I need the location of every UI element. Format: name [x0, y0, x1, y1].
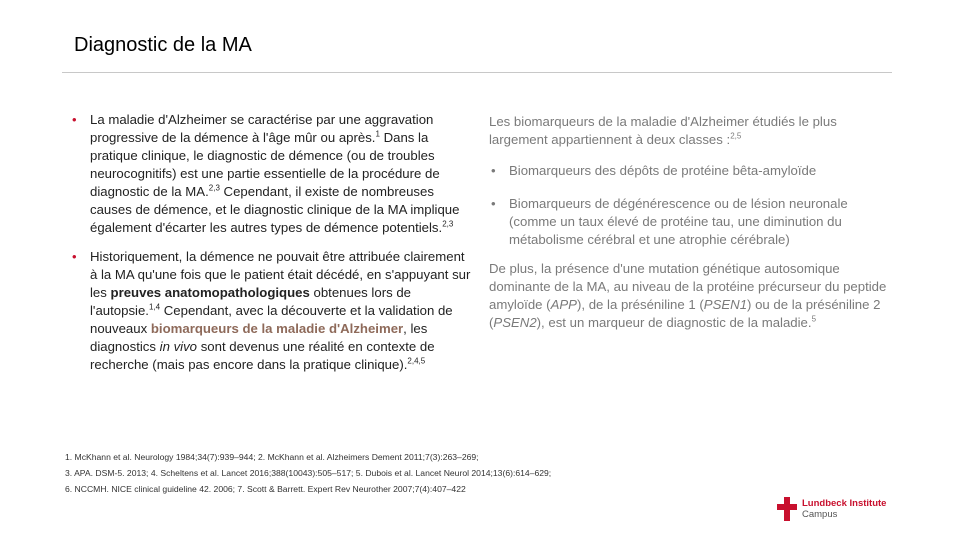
reference-line: 1. McKhann et al. Neurology 1984;34(7):939–944; 2. McKhann et al. Alzheimers Dement 2011;7(3):263–269;	[65, 452, 479, 462]
italic-psen1: PSEN1	[703, 297, 748, 312]
right-bullet-2	[489, 195, 894, 249]
bold-term-pathology: preuves anatomopathologiques	[110, 285, 310, 300]
citation: 1,4	[148, 302, 161, 312]
right-column	[489, 113, 894, 332]
citation: 5	[811, 314, 817, 324]
logo-line-2: Campus	[802, 509, 838, 520]
bullet-1-text-3: Cependant, il existe de nombreuses causes de démence, et le diagnostic clinique de la MA implique également d'écarter les autres types de démence potentiels.	[90, 184, 460, 235]
right-intro	[489, 113, 894, 149]
left-column	[70, 111, 475, 385]
citation: 1	[375, 129, 380, 139]
bullet-2-text-4: , les diagnostics	[90, 321, 428, 354]
title-divider	[62, 72, 892, 73]
bullet-2-text-5: sont devenus une réalité en contexte de recherche (mais pas encore dans la pratique clinique).	[90, 339, 435, 372]
logo-text	[802, 498, 886, 520]
logo-line-1: Lundbeck Institute	[802, 498, 887, 509]
right-intro-text: Les biomarqueurs de la maladie d'Alzheimer étudiés le plus largement appartiennent à deux classes :	[489, 114, 837, 147]
lundbeck-logo-icon	[775, 495, 799, 523]
italic-app: APP	[550, 297, 577, 312]
right-paragraph-2	[489, 260, 894, 332]
bold-term-biomarkers: biomarqueurs de la maladie d'Alzheimer	[150, 321, 404, 336]
reference-line: 6. NCCMH. NICE clinical guideline 42. 2006; 7. Scott & Barrett. Expert Rev Neurother 2007;7(4):407–422	[65, 484, 466, 494]
bullet-dot-icon: •	[72, 249, 77, 264]
lundbeck-logo	[775, 495, 905, 525]
bullet-1-text-1: La maladie d'Alzheimer se caractérise par une aggravation progressive de la démence à l'âge mûr ou après.	[90, 112, 434, 145]
page-title: Diagnostic de la MA	[74, 34, 252, 56]
italic-in-vivo: in vivo	[159, 339, 198, 354]
references	[65, 449, 765, 497]
citation: 2,4,5	[407, 356, 426, 366]
bullet-2-text-2: obtenues lors de l'autopsie.	[90, 285, 412, 318]
citation: 2,3	[442, 219, 454, 229]
right-bullet-1	[489, 162, 894, 180]
para2-text-2: ), de la préséniline 1 (	[576, 297, 704, 312]
italic-psen2: PSEN2	[493, 315, 537, 330]
bullet-2-text-3: Cependant, avec la découverte et la validation de nouveaux	[90, 303, 453, 336]
bullet-1-text-2: Dans la pratique clinique, le diagnostic de démence (ou de troubles neurocognitifs) est une partie essentielle de la procédure de diagnostic de la MA.	[90, 130, 440, 199]
para2-text-1: De plus, la présence d'une mutation génétique autosomique dominante de la MA, au niveau de la protéine précurseur du peptide amyloïde (	[489, 261, 887, 312]
bullet-2-text-1: Historiquement, la démence ne pouvait être attribuée clairement à la MA qu'une fois que le patient était décédé, en s'appuyant sur les	[90, 249, 471, 300]
bullet-dot-icon: •	[491, 196, 496, 211]
citation: 2,3	[208, 183, 220, 193]
right-bullet-1-text: Biomarqueurs des dépôts de protéine bêta-amyloïde	[509, 163, 817, 178]
left-bullet-1	[70, 111, 475, 237]
citation: 2,5	[730, 131, 742, 141]
right-bullet-2-text: Biomarqueurs de dégénérescence ou de lésion neuronale (comme un taux élevé de protéine tau, une diminution du métabolisme cérébral et une atrophie cérébrale)	[509, 196, 848, 247]
reference-line: 3. APA. DSM-5. 2013; 4. Scheltens et al. Lancet 2016;388(10043):505–517; 5. Dubois et al. Lancet Neurol 2014;13(6):614–629;	[65, 468, 552, 478]
bullet-dot-icon: •	[72, 112, 77, 127]
para2-text-4: ), est un marqueur de diagnostic de la maladie.	[536, 315, 812, 330]
left-bullet-2	[70, 248, 475, 374]
bullet-dot-icon: •	[491, 163, 496, 178]
para2-text-3: ) ou de la préséniline 2 (	[489, 297, 881, 330]
